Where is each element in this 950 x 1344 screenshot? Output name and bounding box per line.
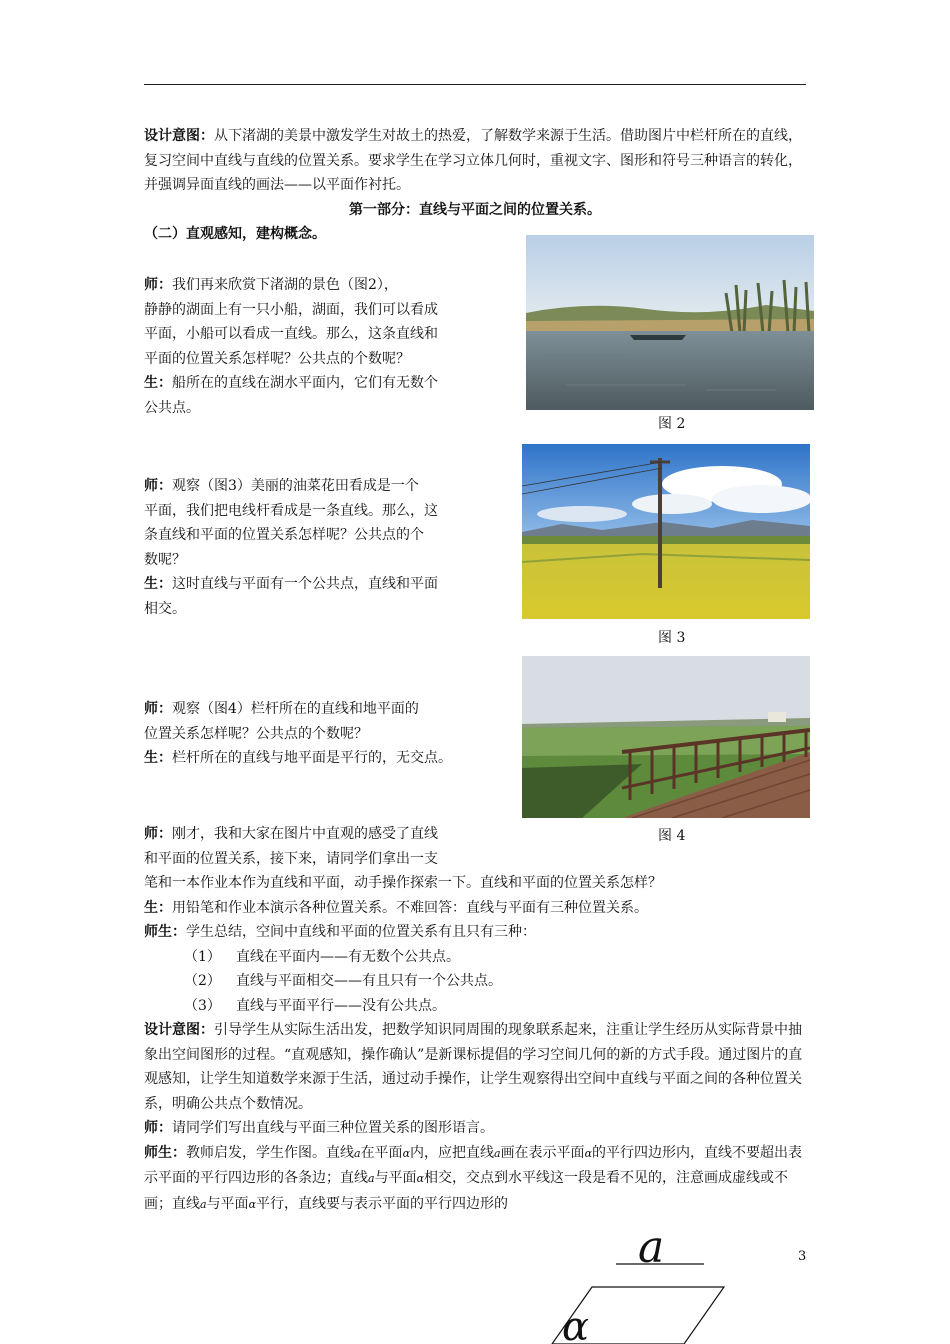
boardwalk-railing-photo	[522, 656, 810, 818]
rapeseed-field-photo	[522, 444, 810, 619]
dialog-text: 位置关系怎样呢？公共点的个数呢？	[144, 725, 368, 742]
dialog-text: 画在表示平面	[500, 1144, 585, 1161]
teacher-student-label: 师生：	[144, 924, 186, 940]
dialog-text: 刚才，我和大家在图片中直观的感受了直线	[172, 826, 438, 842]
relation-text: 直线与平面相交——有且只有一个公共点。	[236, 973, 502, 989]
relation-text: 直线在平面内——有无数个公共点。	[236, 948, 460, 965]
dialog-field	[144, 474, 514, 621]
teacher-label: 师：	[144, 478, 172, 494]
dialog-text: 平行，直线要与表示平面的平行四边形的	[256, 1195, 508, 1212]
figure-caption: 图 3	[658, 630, 686, 646]
relation-item	[144, 945, 809, 970]
dialog-text: 与平面	[206, 1195, 249, 1212]
sub-heading: （二）直观感知，建构概念。	[144, 226, 326, 242]
part-heading: 第一部分：直线与平面之间的位置关系。	[349, 201, 601, 218]
symbol-alpha: α	[248, 1197, 256, 1211]
dialog-text: 数呢？	[144, 551, 186, 568]
relation-number: （2）	[184, 973, 221, 989]
student-label: 生：	[144, 899, 172, 916]
dialog-text: 平面，我们把电线杆看成是一条直线。那么，这	[144, 502, 438, 519]
dialog-text: 相交，交点到水平线这一段是看不见的，注意画成虚线或不画；直线	[144, 1170, 788, 1212]
teacher-label: 师：	[144, 277, 172, 293]
student-label: 生：	[144, 375, 172, 391]
intent-label: 设计意图：	[144, 1022, 214, 1038]
symbol-a: a	[494, 1146, 501, 1160]
dialog-text: 用铅笔和作业本演示各种位置关系。不难回答：直线与平面有三种位置关系。	[172, 899, 648, 916]
dialog-text: 公共点。	[144, 399, 200, 416]
intent-text: 引导学生从实际生活出发，把数学知识同周围的现象联系起来，注重让学生经历从实际背景中抽象出空间图形的过程。“直观感知，操作确认”是新课标提倡的学习空间几何的新的方式手段。通过图片的直观感知，让学生知道数学来源于生活，通过动手操作，让学生观察得出空间中直线与平面之间的各种位置关系，明确公共点个数情况。	[144, 1022, 803, 1112]
student-label: 生：	[144, 576, 172, 592]
student-label: 生：	[144, 750, 172, 766]
main-text	[144, 822, 809, 1217]
relation-number: （3）	[184, 997, 221, 1014]
dialog-text: 和平面的位置关系，接下来，请同学们拿出一支	[144, 850, 438, 867]
teacher-student-label: 师生：	[144, 1144, 186, 1161]
lake-boat-photo	[526, 235, 814, 410]
dialog-text: 学生总结，空间中直线和平面的位置关系有且只有三种：	[186, 924, 536, 940]
line-label-a: a	[638, 1222, 665, 1273]
symbol-alpha: α	[584, 1146, 592, 1160]
figure-caption: 图 4	[658, 828, 686, 844]
dialog-text: 船所在的直线在湖水平面内，它们有无数个	[172, 375, 438, 391]
symbol-a: a	[354, 1146, 361, 1160]
dialog-railing	[144, 697, 516, 771]
figure-caption: 图 2	[658, 416, 686, 432]
dialog-text: 请同学们写出直线与平面三种位置关系的图形语言。	[172, 1120, 494, 1136]
dialog-text: 平面的位置关系怎样呢？公共点的个数呢？	[144, 350, 410, 367]
dialog-text: 观察（图3）美丽的油菜花田看成是一个	[172, 478, 419, 494]
dialog-text: 在平面	[360, 1144, 403, 1161]
relation-item	[144, 994, 809, 1019]
dialog-text: 我们再来欣赏下渚湖的景色（图2），	[172, 277, 398, 293]
relation-text: 直线与平面平行——没有公共点。	[236, 997, 446, 1014]
symbol-alpha: α	[416, 1172, 424, 1185]
relation-number: （1）	[184, 948, 221, 965]
dialog-text: 的平行四边形内，直线不要超出表示平面的平行四边形的各条边；直线	[144, 1144, 802, 1186]
page-number: 3	[798, 1249, 807, 1264]
dialog-text: 栏杆所在的直线与地平面是平行的，无交点。	[172, 750, 452, 766]
symbol-a: a	[368, 1172, 375, 1185]
dialog-text: 观察（图4）栏杆所在的直线和地平面的	[172, 701, 419, 717]
design-intent-1	[144, 124, 806, 247]
plane-label-alpha: α	[562, 1304, 590, 1344]
symbol-a: a	[200, 1197, 207, 1211]
relation-item	[144, 969, 809, 994]
header-rule	[144, 84, 806, 85]
teacher-label: 师：	[144, 701, 172, 717]
dialog-text: 条直线和平面的位置关系怎样呢？公共点的个	[144, 527, 424, 543]
intent-text: 从下渚湖的美景中激发学生对故土的热爱，了解数学来源于生活。借助图片中栏杆所在的直线，复习空间中直线与直线的位置关系。要求学生在学习立体几何时，重视文字、图形和符号三种语言的转化，并强调异面直线的画法——以平面作衬托。	[144, 128, 802, 193]
dialog-text: 这时直线与平面有一个公共点，直线和平面	[172, 576, 438, 592]
intent-label: 设计意图：	[144, 128, 214, 144]
dialog-text: 静静的湖面上有一只小船，湖面，我们可以看成	[144, 301, 438, 318]
dialog-lake	[144, 273, 514, 420]
dialog-text: 平面，小船可以看成一直线。那么，这条直线和	[144, 326, 438, 342]
symbol-alpha: α	[402, 1146, 410, 1160]
teacher-label: 师：	[144, 1120, 172, 1136]
dialog-text: 相交。	[144, 600, 186, 617]
dialog-text: 教师启发，学生作图。直线	[186, 1144, 354, 1161]
line-plane-figure	[540, 1220, 740, 1344]
dialog-text: 与平面	[374, 1170, 417, 1186]
dialog-text: 笔和一本作业本作为直线和平面，动手操作探索一下。直线和平面的位置关系怎样？	[144, 875, 662, 891]
dialog-text: 内，应把直线	[410, 1144, 494, 1161]
teacher-label: 师：	[144, 826, 172, 842]
